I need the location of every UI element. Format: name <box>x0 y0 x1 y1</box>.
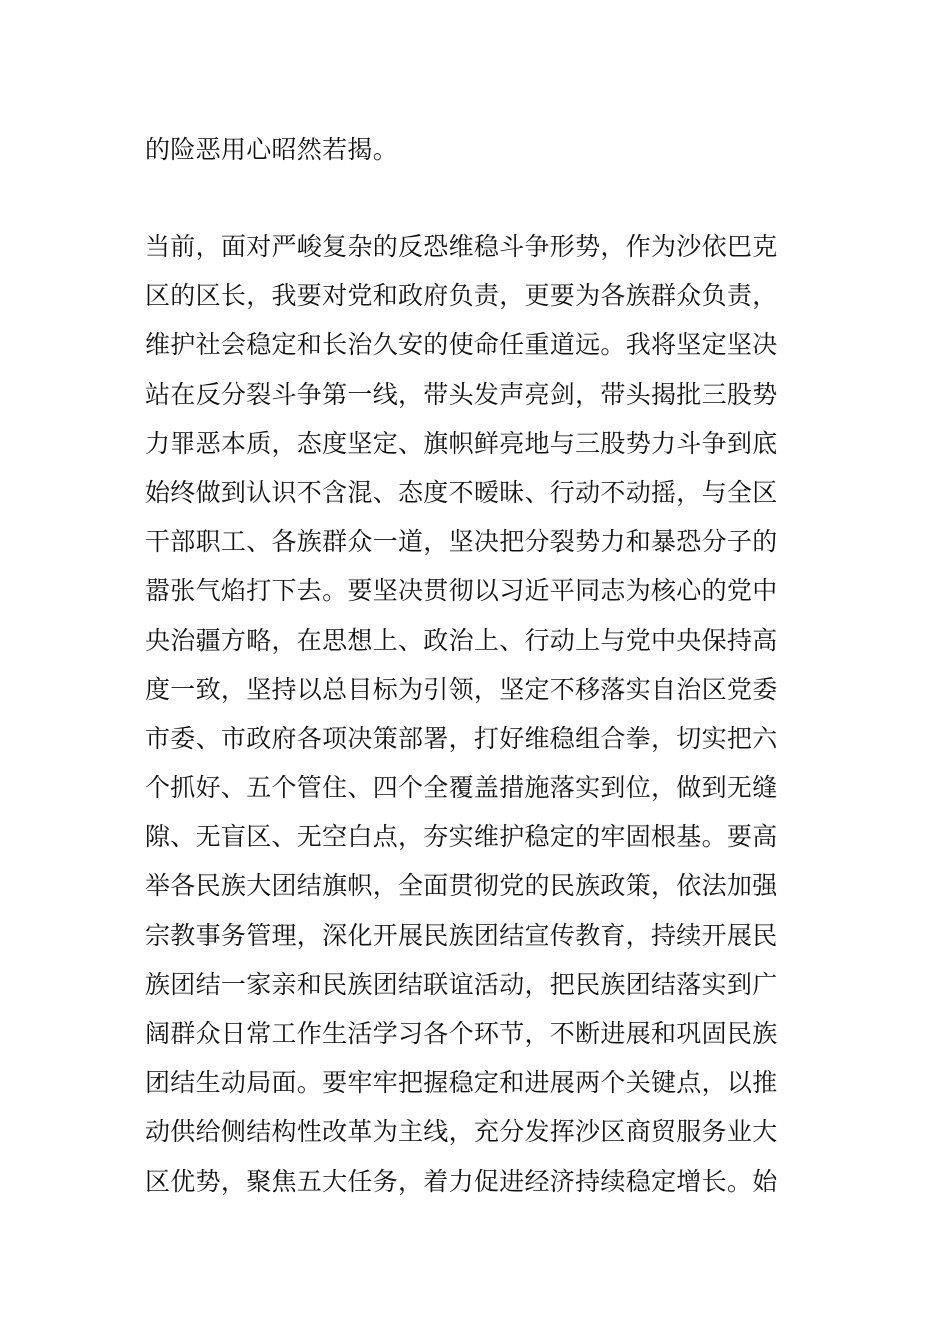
text-line: 团结生动局面。要牢牢把握稳定和进展两个关键点，以推 <box>145 1068 778 1098</box>
text-line: 区的区长，我要对党和政府负责，更要为各族群众负责， <box>145 281 778 311</box>
text-line: 隙、无盲区、无空白点，夯实维护稳定的牢固根基。要高 <box>145 822 778 852</box>
text-line: 市委、市政府各项决策部署，打好维稳组合拳，切实把六 <box>145 723 778 753</box>
text-line: 当前，面对严峻复杂的反恐维稳斗争形势，作为沙依巴克 <box>145 232 778 261</box>
text-line: 央治疆方略，在思想上、政治上、行动上与党中央保持高 <box>145 625 778 655</box>
text-line: 阔群众日常工作生活学习各个环节，不断进展和巩固民族 <box>145 1019 778 1048</box>
text-line: 族团结一家亲和民族团结联谊活动，把民族团结落实到广 <box>145 969 778 999</box>
paragraph-1 <box>145 125 815 174</box>
text-line: 维护社会稳定和长治久安的使命任重道远。我将坚定坚决 <box>145 330 778 360</box>
text-line: 站在反分裂斗争第一线，带头发声亮剑，带头揭批三股势 <box>145 379 778 409</box>
text-line: 嚣张气焰打下去。要坚决贯彻以习近平同志为核心的党中 <box>145 576 778 606</box>
text-line: 宗教事务管理，深化开展民族团结宣传教育，持续开展民 <box>145 920 778 950</box>
text-line: 个抓好、五个管住、四个全覆盖措施落实到位，做到无缝 <box>145 773 778 803</box>
text-line: 力罪恶本质，态度坚定、旗帜鲜亮地与三股势力斗争到底 <box>145 428 778 458</box>
text-line: 干部职工、各族群众一道，坚决把分裂势力和暴恐分子的 <box>145 527 778 557</box>
text-line: 举各民族大团结旗帜，全面贯彻党的民族政策，依法加强 <box>145 871 778 901</box>
paragraph-2 <box>145 222 815 1206</box>
text-line: 动供给侧结构性改革为主线，充分发挥沙区商贸服务业大 <box>145 1117 778 1147</box>
text-line: 的险恶用心昭然若揭。 <box>145 135 399 164</box>
text-line: 度一致，坚持以总目标为引领，坚定不移落实自治区党委 <box>145 674 778 704</box>
text-line: 始终做到认识不含混、态度不暧昧、行动不动摇，与全区 <box>145 477 778 507</box>
text-line: 区优势，聚焦五大任务，着力促进经济持续稳定增长。始 <box>145 1166 778 1196</box>
